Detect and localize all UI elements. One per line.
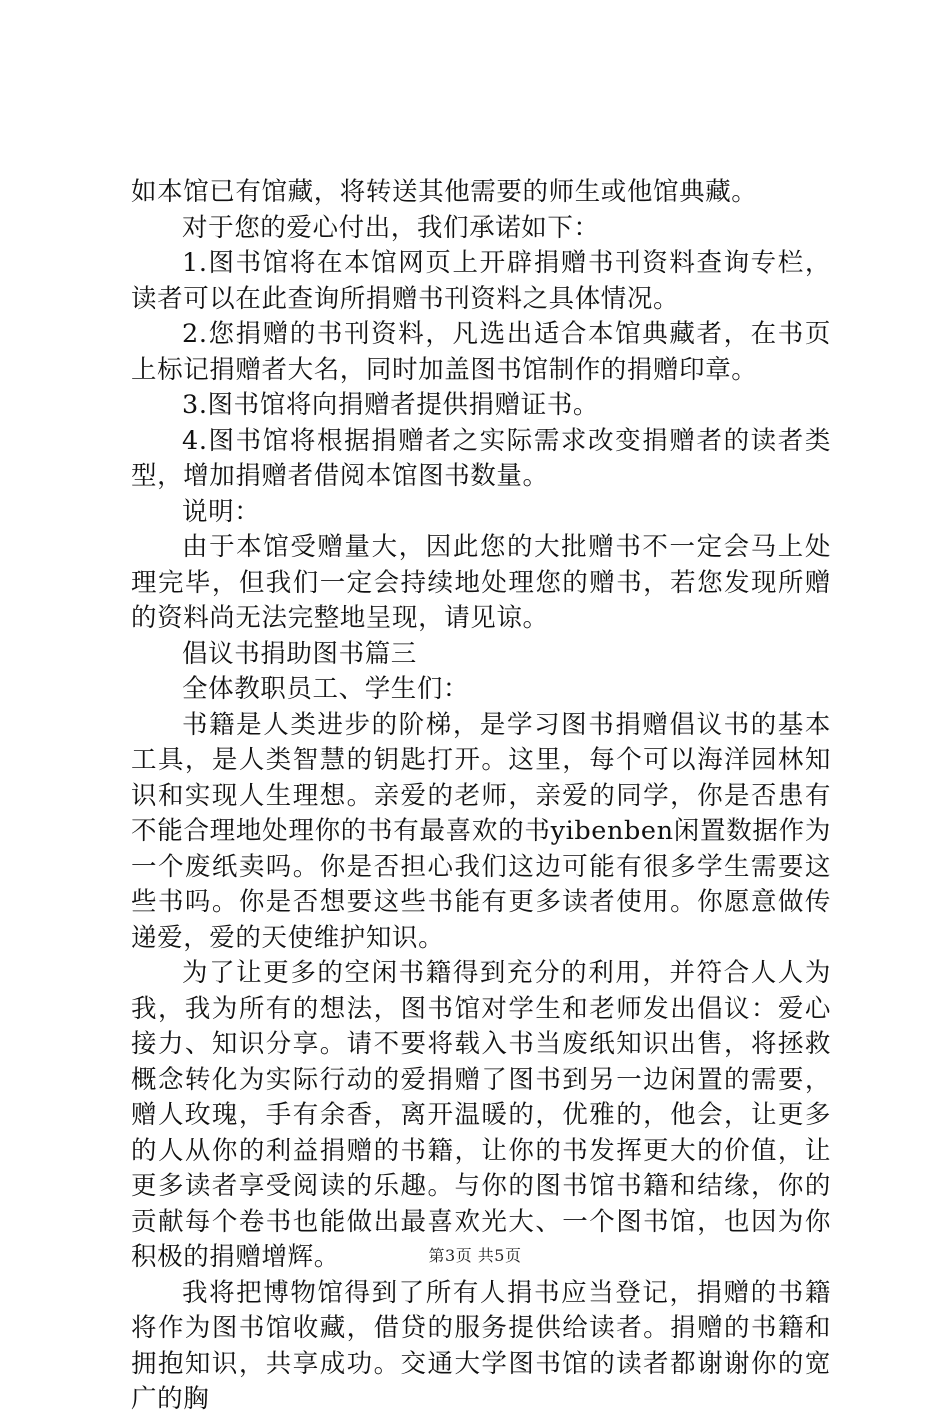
paragraph: 如本馆已有馆藏，将转送其他需要的师生或他馆典藏。 bbox=[131, 177, 758, 207]
paragraph: 我将把博物馆得到了所有人捐书应当登记，捐赠的书籍将作为图书馆收藏，借贷的服务提供给读者。捐赠的书籍和拥抱知识，共享成功。交通大学图书馆的读者都谢谢你的宽广的胸 bbox=[131, 1277, 831, 1414]
list-item-2: 2.您捐赠的书刊资料，凡选出适合本馆典藏者，在书页上标记捐赠者大名，同时加盖图书馆制作的捐赠印章。 bbox=[131, 319, 831, 385]
list-item-3: 3.图书馆将向捐赠者提供捐赠证书。 bbox=[182, 390, 600, 420]
list-item-4: 4.图书馆将根据捐赠者之实际需求改变捐赠者的读者类型，增加捐赠者借阅本馆图书数量。 bbox=[131, 425, 831, 491]
page-number: 第3页 共5页 bbox=[428, 1246, 522, 1265]
section-title: 倡议书捐助图书篇三 bbox=[182, 638, 417, 669]
paragraph: 由于本馆受赠量大，因此您的大批赠书不一定会马上处理完毕，但我们一定会持续地处理您的赠书，若您发现所赠的资料尚无法完整地呈现，请见谅。 bbox=[131, 532, 831, 633]
paragraph: 为了让更多的空闲书籍得到充分的利用，并符合人人为我，我为所有的想法，图书馆对学生和老师发出倡议：爱心接力、知识分享。请不要将载入书当废纸知识出售，将拯救概念转化为实际行动的爱捐赠了图书到另一边闲置的需要，赠人玫瑰，手有余香，离开温暖的，优雅的，他会，让更多的人从你的利益捐赠的书籍，让你的书发挥更大的价值，让更多读者享受阅读的乐趣。与你的图书馆书籍和结缘，你的贡献每个卷书也能做出最喜欢光大、一个图书馆，也因为你积极的捐赠增辉。 bbox=[131, 958, 831, 1272]
paragraph: 对于您的爱心付出，我们承诺如下： bbox=[182, 212, 600, 243]
salutation: 全体教职员工、学生们： bbox=[182, 674, 470, 704]
paragraph: 书籍是人类进步的阶梯，是学习图书捐赠倡议书的基本工具，是人类智慧的钥匙打开。这里，每个可以海洋园林知识和实现人生理想。亲爱的老师，亲爱的同学，你是否患有不能合理地处理你的书有最喜欢的书yibenben闲置数据作为一个废纸卖吗。你是否担心我们这边可能有很多学生需要这些书吗。你是否想要这些书能有更多读者使用。你愿意做传递爱，爱的天使维护知识。 bbox=[131, 709, 831, 953]
note-heading: 说明： bbox=[182, 496, 261, 527]
document-body bbox=[131, 175, 831, 1418]
list-item-1: 1.图书馆将在本馆网页上开辟捐赠书刊资料查询专栏，读者可以在此查询所捐赠书刊资料之具体情况。 bbox=[131, 248, 831, 314]
